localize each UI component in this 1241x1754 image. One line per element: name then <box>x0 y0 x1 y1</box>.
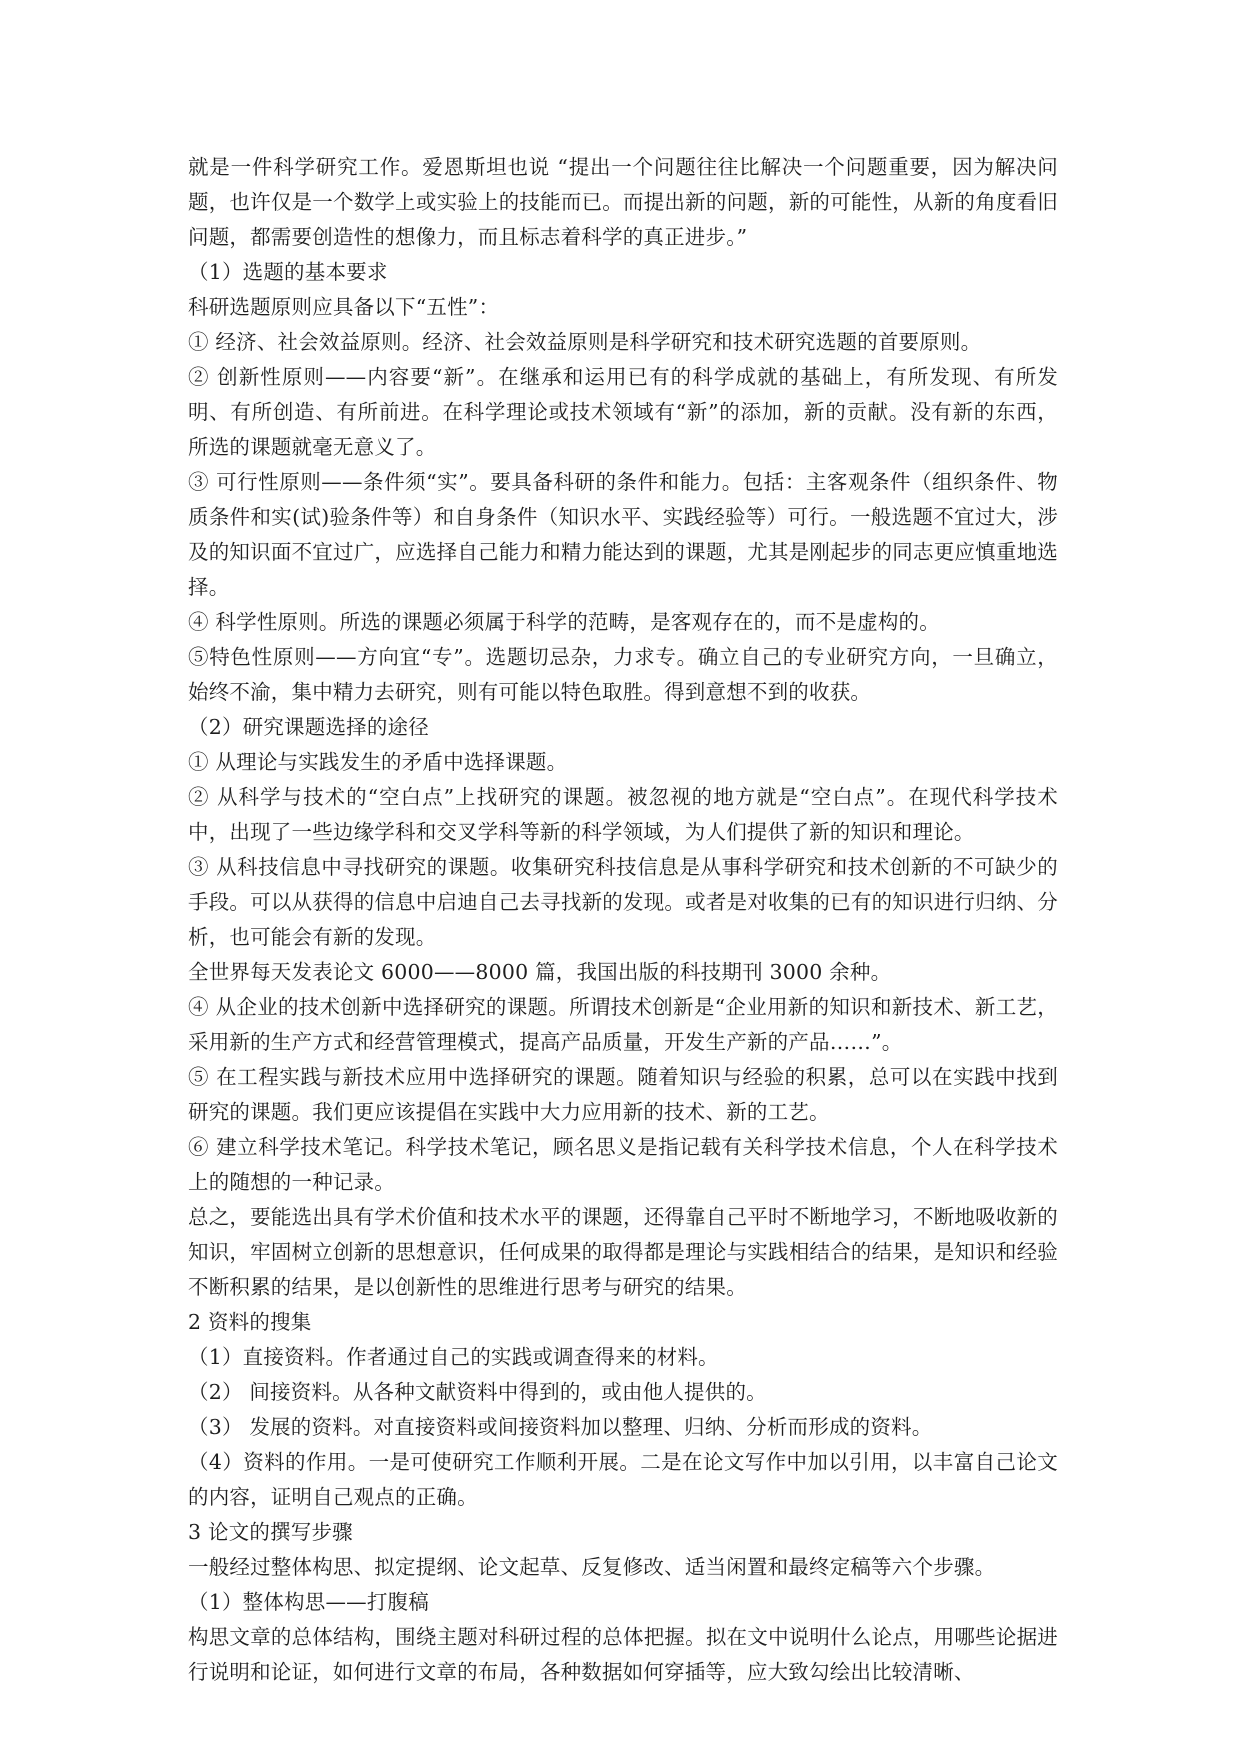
list-item-developed-data: （3） 发展的资料。对直接资料或间接资料加以整理、归纳、分析而形成的资料。 <box>188 1415 933 1439</box>
paragraph-conception-detail: 构思文章的总体结构，围绕主题对科研过程的总体把握。拟在文中说明什么论点，用哪些论据进行说明和论证，如何进行文章的布局，各种数据如何穿插等，应大致勾绘出比较清晰、 <box>188 1625 1058 1684</box>
heading-topic-selection-paths: （2）研究课题选择的途径 <box>188 715 429 739</box>
list-item-data-role: （4）资料的作用。一是可使研究工作顺利开展。二是在论文写作中加以引用，以丰富自己论文的内容，证明自己观点的正确。 <box>188 1450 1058 1509</box>
document-body <box>188 150 1058 1690</box>
heading-topic-requirements: （1）选题的基本要求 <box>188 260 388 284</box>
list-item-indirect-data: （2） 间接资料。从各种文献资料中得到的，或由他人提供的。 <box>188 1380 767 1404</box>
paragraph-summary: 总之，要能选出具有学术价值和技术水平的课题，还得靠自己平时不断地学习，不断地吸收新的知识，牢固树立创新的思想意识，任何成果的取得都是理论与实践相结合的结果，是知识和经验不断积累的结果，是以创新性的思维进行思考与研究的结果。 <box>188 1205 1058 1299</box>
list-item-economic-principle: ① 经济、社会效益原则。经济、社会效益原则是科学研究和技术研究选题的首要原则。 <box>188 330 982 354</box>
list-item-tech-notes: ⑥ 建立科学技术笔记。科学技术笔记，顾名思义是指记载有关科学技术信息，个人在科学技术上的随想的一种记录。 <box>188 1135 1058 1194</box>
list-item-specialty-principle: ⑤特色性原则——方向宜“专”。选题切忌杂，力求专。确立自己的专业研究方向，一旦确立，始终不渝，集中精力去研究，则有可能以特色取胜。得到意想不到的收获。 <box>188 645 1058 704</box>
heading-writing-steps: 3 论文的撰写步骤 <box>188 1520 353 1544</box>
list-item-tech-information: ③ 从科技信息中寻找研究的课题。收集研究科技信息是从事科学研究和技术创新的不可缺少的手段。可以从获得的信息中启迪自己去寻找新的发现。或者是对收集的已有的知识进行归纳、分析，也可能会有新的发现。 <box>188 855 1058 949</box>
heading-data-collection: 2 资料的搜集 <box>188 1310 312 1334</box>
list-item-enterprise-innovation: ④ 从企业的技术创新中选择研究的课题。所谓技术创新是“企业用新的知识和新技术、新工艺，采用新的生产方式和经营管理模式，提高产品质量，开发生产新的产品……”。 <box>188 995 1058 1054</box>
list-item-feasibility-principle: ③ 可行性原则——条件须“实”。要具备科研的条件和能力。包括：主客观条件（组织条件、物质条件和实(试)验条件等）和自身条件（知识水平、实践经验等）可行。一般选题不宜过大，涉及的知识面不宜过广，应选择自己能力和精力能达到的课题，尤其是刚起步的同志更应慎重地选择。 <box>188 470 1058 599</box>
list-item-theory-practice: ① 从理论与实践发生的矛盾中选择课题。 <box>188 750 568 774</box>
list-item-engineering-practice: ⑤ 在工程实践与新技术应用中选择研究的课题。随着知识与经验的积累，总可以在实践中找到研究的课题。我们更应该提倡在实践中大力应用新的技术、新的工艺。 <box>188 1065 1058 1124</box>
heading-overall-conception: （1）整体构思——打腹稿 <box>188 1590 429 1614</box>
list-item-blank-points: ② 从科学与技术的“空白点”上找研究的课题。被忽视的地方就是“空白点”。在现代科学技术中，出现了一些边缘学科和交叉学科等新的科学领域，为人们提供了新的知识和理论。 <box>188 785 1058 844</box>
list-item-direct-data: （1）直接资料。作者通过自己的实践或调查得来的材料。 <box>188 1345 719 1369</box>
list-item-innovation-principle: ② 创新性原则——内容要“新”。在继承和运用已有的科学成就的基础上，有所发现、有所发明、有所创造、有所前进。在科学理论或技术领域有“新”的添加，新的贡献。没有新的东西，所选的课题就毫无意义了。 <box>188 365 1058 459</box>
paragraph-publication-stats: 全世界每天发表论文 6000——8000 篇，我国出版的科技期刊 3000 余种。 <box>188 960 892 984</box>
paragraph-intro-quote: 就是一件科学研究工作。爱恩斯坦也说 “提出一个问题往往比解决一个问题重要，因为解决问题，也许仅是一个数学上或实验上的技能而已。而提出新的问题，新的可能性，从新的角度看旧问题，都需要创造性的想像力，而且标志着科学的真正进步。” <box>188 155 1058 249</box>
paragraph-five-principles: 科研选题原则应具备以下“五性”： <box>188 295 500 319</box>
list-item-scientific-principle: ④ 科学性原则。所选的课题必须属于科学的范畴，是客观存在的，而不是虚构的。 <box>188 610 940 634</box>
paragraph-six-steps: 一般经过整体构思、拟定提纲、论文起草、反复修改、适当闲置和最终定稿等六个步骤。 <box>188 1555 996 1579</box>
